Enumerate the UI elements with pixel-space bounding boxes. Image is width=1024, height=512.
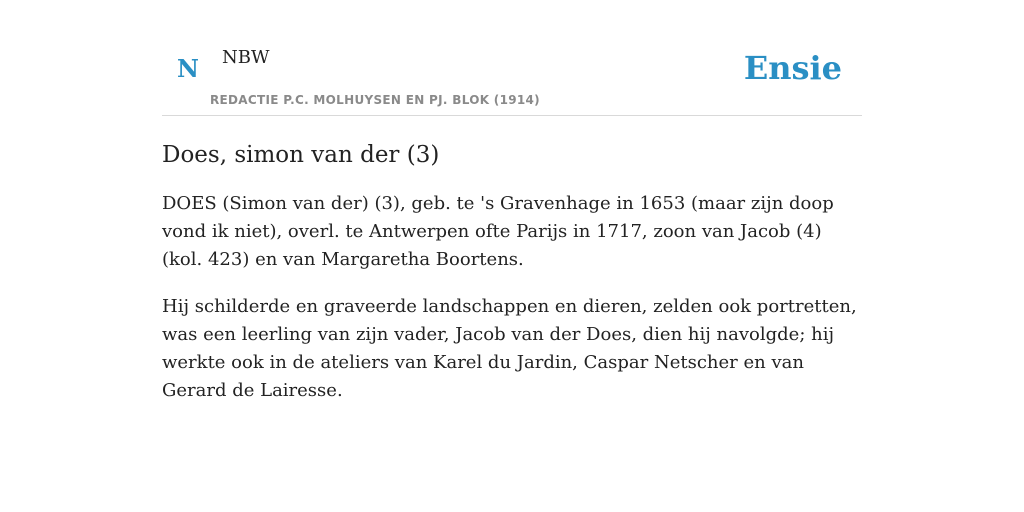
page bbox=[162, 0, 862, 405]
brand-logo[interactable]: Ensie bbox=[743, 49, 842, 87]
source-name-link[interactable]: NBW bbox=[222, 47, 270, 68]
page-title: Does, simon van der (3) bbox=[162, 142, 440, 168]
source-editors: REDACTIE P.C. MOLHUYSEN EN PJ. BLOK (1914) bbox=[210, 93, 540, 107]
source-logo-icon[interactable]: N bbox=[177, 54, 199, 83]
article-paragraph: Hij schilderde en graveerde landschappen en dieren, zelden ook portretten, was een leerling van zijn vader, Jacob van der Does, dien hij navolgde; hij werkte ook in de ateliers van Karel du Jardin, Caspar Netscher en van Gerard de Lairesse. bbox=[162, 296, 857, 401]
article-paragraph: DOES (Simon van der) (3), geb. te 's Gravenhage in 1653 (maar zijn doop vond ik niet), overl. te Antwerpen ofte Parijs in 1717, zoon van Jacob (4) (kol. 423) en van Margaretha Boortens. bbox=[162, 193, 834, 270]
header bbox=[162, 40, 862, 116]
